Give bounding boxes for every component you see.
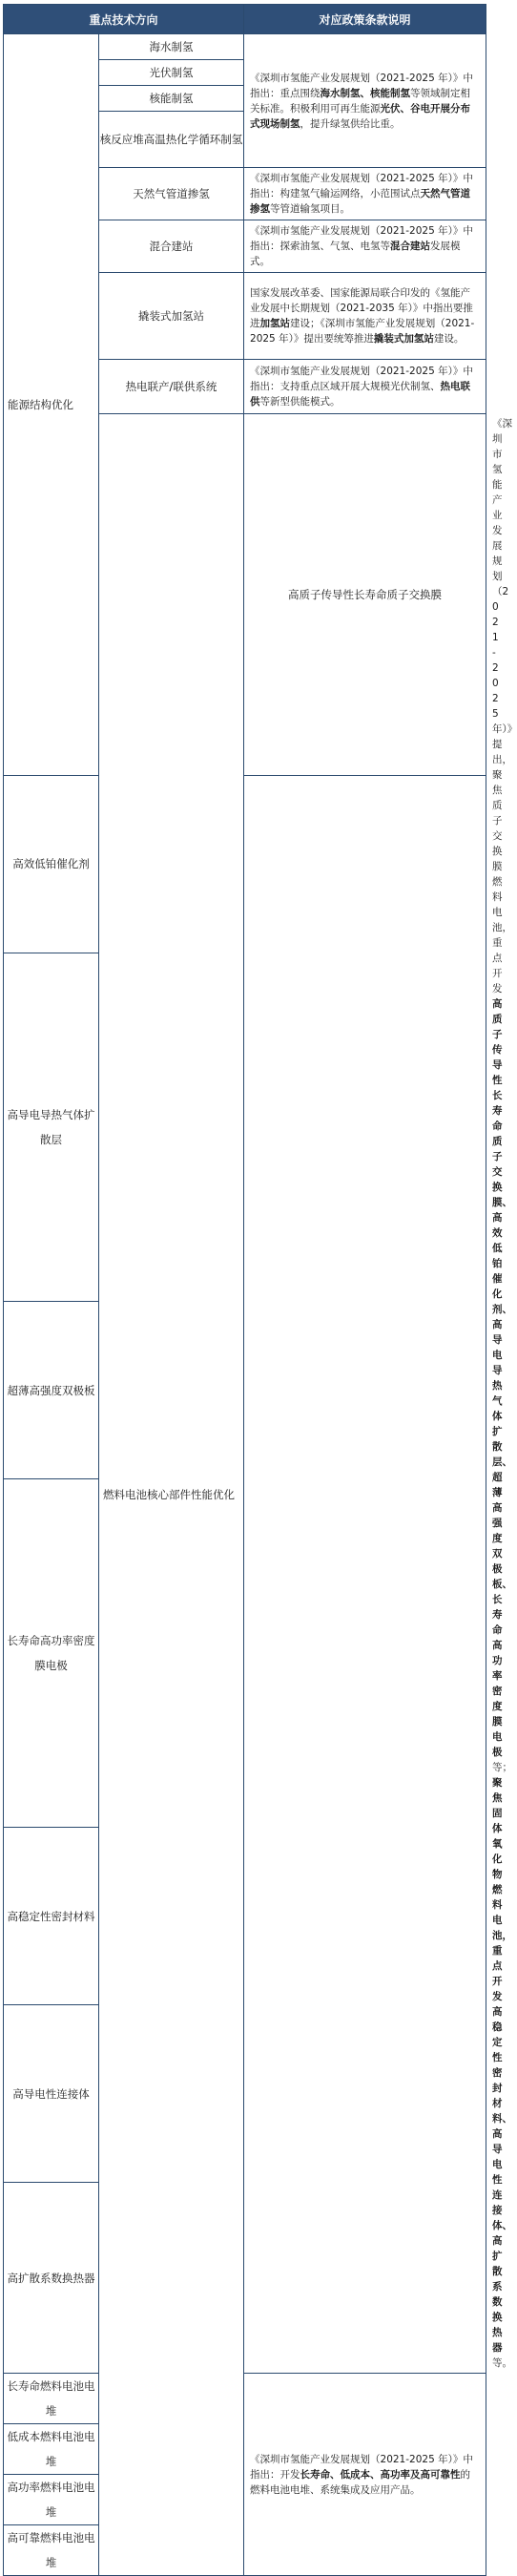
tech-cell: 高扩散系数换热器: [4, 2183, 99, 2374]
policy-highlight: 高质子传导性长寿命质子交换膜、高效低铂催化剂、高导电导热气体扩散层、超薄高强度双极板、长寿命高功率密度膜电极: [492, 998, 513, 1758]
tech-cell: 长寿命高功率密度膜电极: [4, 1479, 99, 1828]
policy-text: 《深圳市氢能产业发展规划（2021-2025 年）》中指出：重点围绕: [250, 72, 473, 99]
table-row: [4, 2005, 486, 2183]
policy-highlight: 加氢站: [259, 318, 291, 329]
policy-text: 的燃料电池电堆、系统集成及应用产品。: [250, 2468, 471, 2496]
policy-description: [244, 360, 486, 414]
tech-cell: 高稳定性密封材料: [4, 1828, 99, 2005]
table-row: [4, 1479, 486, 1828]
tech-cell: 超薄高强度双极板: [4, 1302, 99, 1479]
policy-text: 等。: [492, 2357, 513, 2369]
policy-text: 等新型供能模式。: [259, 396, 341, 408]
tech-cell: 高质子传导性长寿命质子交换膜: [244, 414, 486, 776]
tech-cell: 核反应堆高温热化学循环制氢: [99, 112, 244, 168]
table-row: [4, 775, 486, 953]
policy-highlight: 长寿命、低成本、高功率及高可靠性: [300, 2468, 461, 2481]
policy-text: 等；: [492, 1762, 513, 1773]
policy-description: [244, 168, 486, 220]
tech-cell: 光伏制氢: [99, 60, 244, 86]
tech-cell: 海水制氢: [99, 34, 244, 60]
policy-description: [244, 273, 486, 360]
policy-highlight: 热电联供: [250, 381, 471, 408]
policy-text: 《深圳市氢能产业发展规划（2021-2025 年）》中指出：构建氢气输运网络，小范围试点: [250, 173, 473, 199]
table-row: [4, 2183, 486, 2374]
policy-highlight: 撬装式加氢站: [373, 333, 434, 345]
policy-text: 《深圳市氢能产业发展规划（2021-2025 年）》中指出：开发: [250, 2453, 473, 2481]
policy-text: 发展模式。: [250, 241, 461, 267]
policy-text: 等领域制定相关标准。积极利用可再生能源: [250, 87, 471, 115]
header-tech-direction: 重点技术方向: [4, 5, 244, 34]
category-fuel-cell: 燃料电池核心部件性能优化: [99, 414, 244, 2576]
policy-text: 《深圳市氢能产业发展规划（2021-2025 年）》中指出：支持重点区域开展大规模光伏制氢、: [250, 366, 473, 392]
policy-highlight: 海水制氢、核能制氢: [320, 87, 411, 99]
policy-highlight: 天然气管道掺氢: [250, 188, 471, 215]
table-row: [4, 1828, 486, 2005]
policy-text: 《深圳市氢能产业发展规划（2021-2025 年）》提出，聚焦质子交换膜燃料电池，重点开发: [492, 418, 517, 995]
tech-cell: 混合建站: [99, 220, 244, 273]
tech-cell: 撬装式加氢站: [99, 273, 244, 360]
policy-text: 国家发展改革委、国家能源局联合印发的《氢能产业发展中长期规划（2021-2035 年）》中指出要推进: [250, 287, 473, 329]
header-policy-description: 对应政策条款说明: [244, 5, 486, 34]
table-row: [4, 34, 486, 60]
tech-cell: 高可靠燃料电池电堆: [4, 2525, 99, 2576]
tech-cell: 高导电性连接体: [4, 2005, 99, 2183]
header-row: [4, 5, 486, 34]
policy-text: 建设。: [433, 333, 465, 345]
policy-highlight: 聚焦固体氧化物燃料电池，重点开发高稳定性密封材料、高导电性连接体、高扩散系数换热器: [492, 1777, 513, 2354]
tech-cell: 热电联产/联供系统: [99, 360, 244, 414]
table-row: [4, 2374, 486, 2424]
category-energy-structure: 能源结构优化: [4, 34, 99, 776]
policy-text: ，提升绿氢供给比重。: [300, 117, 401, 130]
policy-description: [244, 34, 486, 168]
policy-text: 等管道输氢项目。: [270, 203, 351, 215]
table-row: [4, 1302, 486, 1479]
tech-cell: 高导电导热气体扩散层: [4, 953, 99, 1301]
policy-text: 建设；《深圳市氢能产业发展规划（2021-2025 年）》提出要统筹推进: [250, 318, 475, 345]
tech-cell: 长寿命燃料电池电堆: [4, 2374, 99, 2424]
tech-cell: 高功率燃料电池电堆: [4, 2475, 99, 2525]
tech-cell: 天然气管道掺氢: [99, 168, 244, 220]
tech-cell: 核能制氢: [99, 86, 244, 112]
tech-cell: 低成本燃料电池电堆: [4, 2424, 99, 2475]
policy-description: [244, 220, 486, 273]
policy-description: [244, 2374, 486, 2576]
tech-cell: 高效低铂催化剂: [4, 775, 99, 953]
policy-table: [3, 4, 517, 2576]
policy-text: 《深圳市氢能产业发展规划（2021-2025 年）》中指出：探索油氢、气氢、电氢等: [250, 225, 473, 252]
table-row: [4, 953, 486, 1301]
policy-highlight: 混合建站: [390, 241, 431, 252]
policy-highlight: 光伏、谷电开展分布式现场制氢: [250, 102, 471, 130]
